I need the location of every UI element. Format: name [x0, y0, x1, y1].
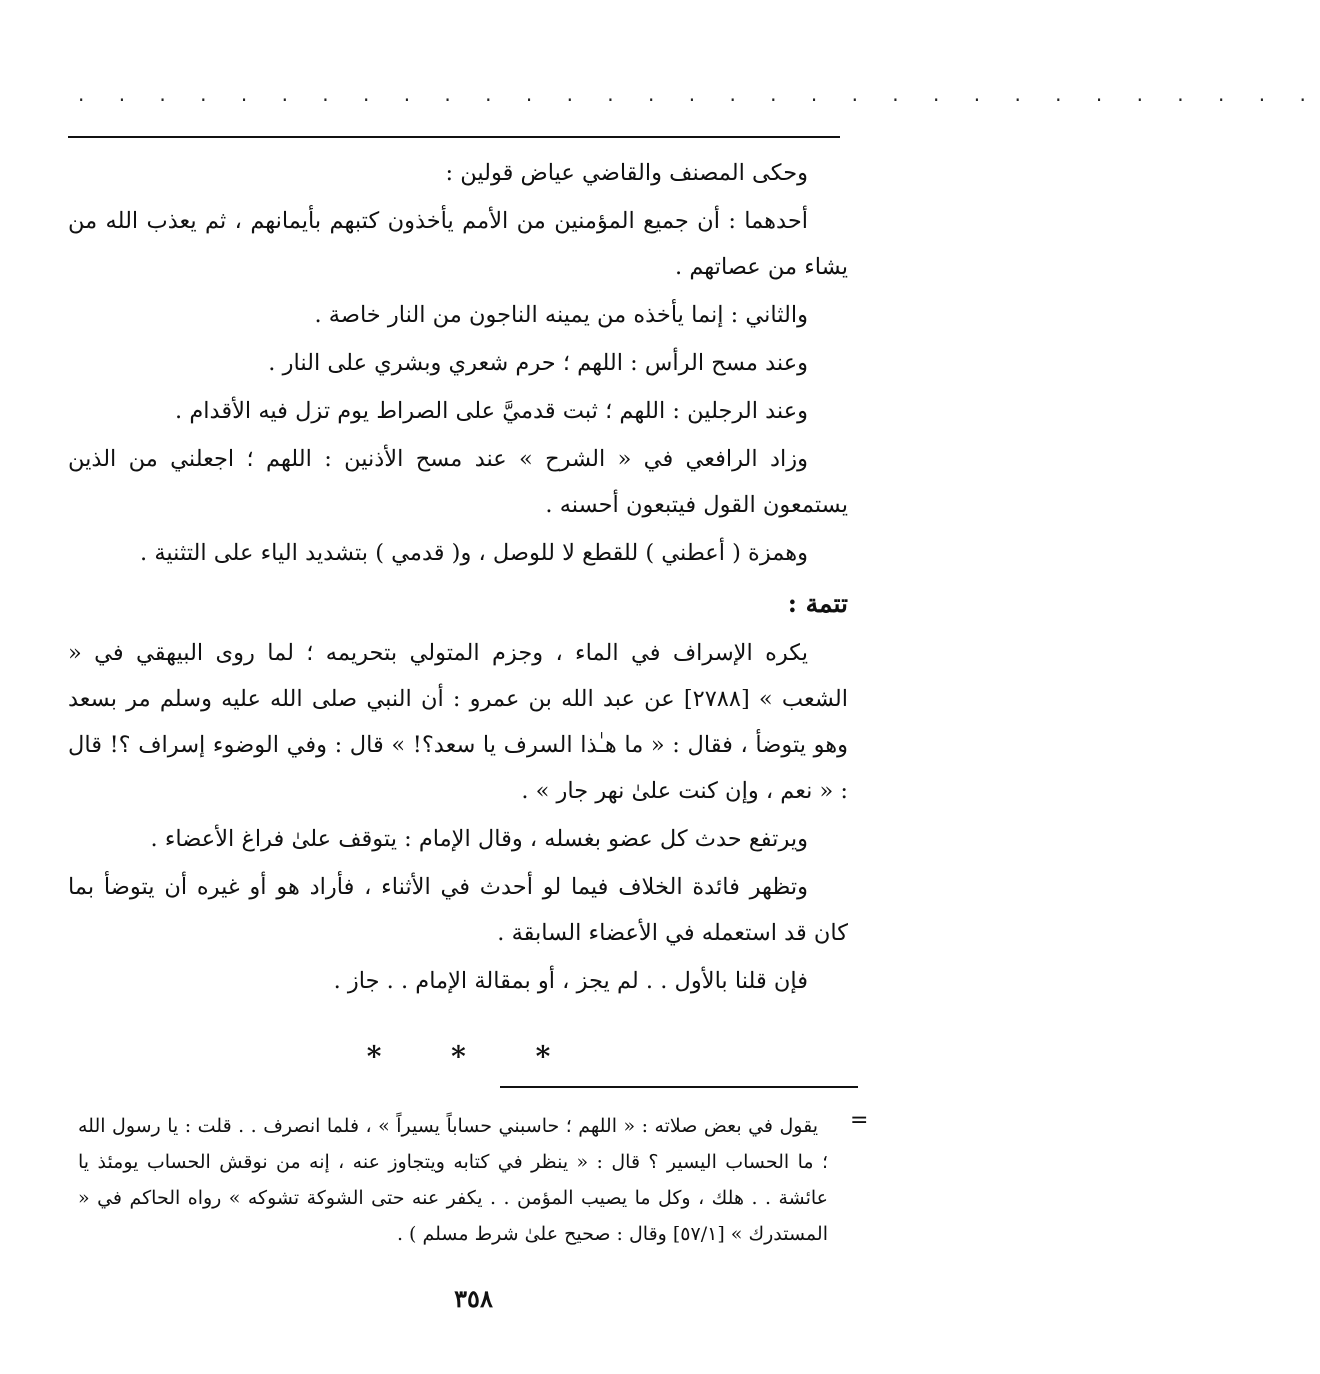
paragraph: وحكى المصنف والقاضي عياض قولين : — [445, 160, 808, 186]
paragraph: أحدهما : أن جميع المؤمنين من الأمم يأخذون كتبهم بأيمانهم ، ثم يعذب الله من يشاء من عصاتهم . — [68, 208, 848, 280]
paragraph: ويرتفع حدث كل عضو بغسله ، وقال الإمام : يتوقف علىٰ فراغ الأعضاء . — [150, 826, 808, 852]
footnote-continuation-mark: = — [850, 1108, 869, 1133]
paragraph: وعند الرجلين : اللهم ؛ ثبت قدميَّ على الصراط يوم تزل فيه الأقدام . — [175, 398, 808, 424]
section-separator: * * * — [366, 1040, 581, 1073]
paragraph: وهمزة ( أعطني ) للقطع لا للوصل ، و( قدمي ) بتشديد الياء على التثنية . — [140, 540, 808, 566]
footnote-text: يقول في بعض صلاته : « اللهم ؛ حاسبني حساباً يسيراً » ، فلما انصرف . . قلت : يا رسول الله ؛ ما الحساب اليسير ؟ قال : « ينظر في كتابه ويتجاوز عنه ، إنه من نوقش الحساب يومئذ يا عائشة . . هلك ، وكل ما يصيب المؤمن . . يكفر عنه حتى الشوكة تشوكه » رواه الحاكم في « المستدرك » [٥٧/١] وقال : صحيح علىٰ شرط مسلم ) . — [78, 1115, 828, 1245]
section-heading: تتمة : — [787, 589, 848, 618]
paragraph: فإن قلنا بالأول . . لم يجز ، أو بمقالة الإمام . . جاز . — [333, 968, 808, 994]
page-number: ٣٥٨ — [454, 1284, 493, 1313]
paragraph: والثاني : إنما يأخذه من يمينه الناجون من النار خاصة . — [314, 302, 808, 328]
paragraph: يكره الإسراف في الماء ، وجزم المتولي بتحريمه ؛ لما روى البيهقي في « الشعب » [٢٧٨٨] عن عبد الله بن عمرو : أن النبي صلى الله عليه وسلم مر بسعد وهو يتوضأ ، فقال : « ما هـٰذا السرف يا سعد؟! » قال : وفي الوضوء إسراف ؟! قال : « نعم ، وإن كنت علىٰ نهر جار » . — [68, 640, 848, 804]
footnote-rule — [500, 1086, 858, 1088]
paragraph: وتظهر فائدة الخلاف فيما لو أحدث في الأثناء ، فأراد هو أو غيره أن يتوضأ بما كان قد استعمله في الأعضاء السابقة . — [68, 874, 848, 946]
paragraph: وزاد الرافعي في « الشرح » عند مسح الأذنين : اللهم ؛ اجعلني من الذين يستمعون القول فيتبعون أحسنه . — [68, 446, 848, 518]
top-rule — [68, 136, 840, 138]
header-dots: · · · · · · · · · · · · · · · · · · · · · · · · · · · · · · · — [78, 88, 1320, 112]
main-text — [68, 150, 848, 1004]
paragraph: وعند مسح الرأس : اللهم ؛ حرم شعري وبشري على النار . — [268, 350, 808, 376]
footnote — [78, 1108, 828, 1252]
